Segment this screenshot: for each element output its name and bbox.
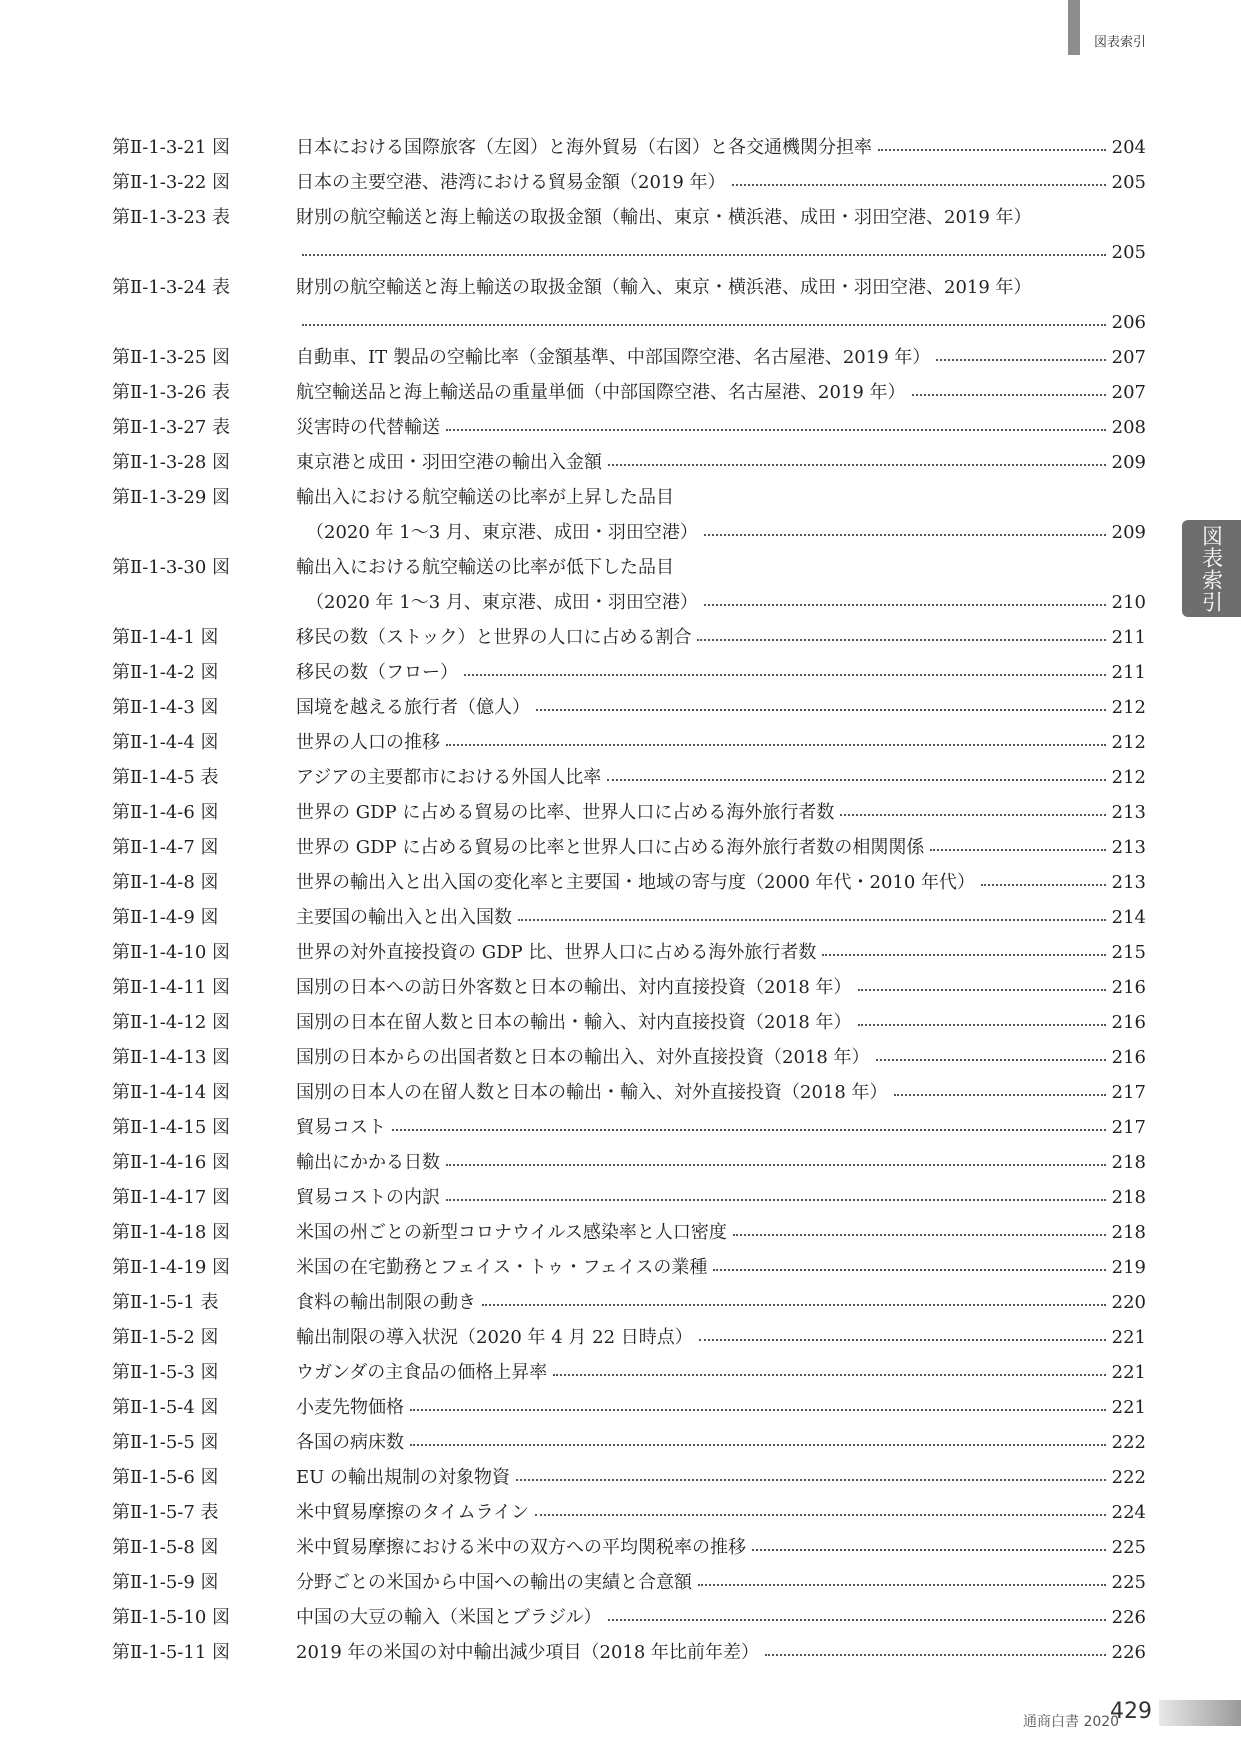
leader-dots (858, 988, 1106, 991)
index-entry[interactable] (112, 1495, 1146, 1530)
index-entry[interactable] (112, 1145, 1146, 1180)
leader-dots (840, 813, 1105, 816)
entry-number: 第Ⅱ-1-4-4 図 (112, 732, 219, 753)
leader-dots (607, 778, 1105, 781)
entry-page: 221 (1111, 1327, 1146, 1348)
entry-title: 日本の主要空港、港湾における貿易金額（2019 年） (296, 172, 726, 193)
entry-page: 216 (1111, 1047, 1146, 1068)
leader-dots (482, 1303, 1106, 1306)
entry-number: 第Ⅱ-1-4-9 図 (112, 907, 219, 928)
entry-number: 第Ⅱ-1-4-8 図 (112, 872, 219, 893)
entry-page: 207 (1111, 382, 1146, 403)
index-entry[interactable] (112, 340, 1146, 375)
leader-dots (894, 1093, 1106, 1096)
side-index-tab-label: 図表索引 (1199, 524, 1224, 613)
entry-number: 第Ⅱ-1-3-26 表 (112, 382, 231, 403)
entry-page: 218 (1111, 1222, 1146, 1243)
entry-number: 第Ⅱ-1-4-3 図 (112, 697, 219, 718)
entry-title: 国別の日本への訪日外客数と日本の輸出、対内直接投資（2018 年） (296, 977, 852, 998)
entry-number: 第Ⅱ-1-5-1 表 (112, 1292, 219, 1313)
entry-number: 第Ⅱ-1-4-11 図 (112, 977, 231, 998)
entry-title: 輸出入における航空輸送の比率が低下した品目 (296, 557, 674, 578)
index-entry[interactable] (112, 1565, 1146, 1600)
index-entry[interactable] (112, 830, 1146, 865)
index-entry[interactable] (112, 970, 1146, 1005)
leader-dots (822, 953, 1105, 956)
entry-page: 205 (1111, 172, 1146, 193)
entry-title: 世界の輸出入と出入国の変化率と主要国・地域の寄与度（2000 年代・2010 年代） (296, 872, 976, 893)
index-entry[interactable] (112, 690, 1146, 725)
entry-title: 小麦先物価格 (296, 1397, 404, 1418)
entry-page: 218 (1111, 1187, 1146, 1208)
entry-page: 212 (1111, 767, 1146, 788)
entry-title: EU の輸出規制の対象物資 (296, 1467, 511, 1488)
leader-dots (410, 1408, 1106, 1411)
index-entry[interactable] (112, 655, 1146, 690)
entry-page: 216 (1111, 1012, 1146, 1033)
leader-dots (936, 358, 1105, 361)
entry-page: 215 (1111, 942, 1146, 963)
entry-number: 第Ⅱ-1-4-17 図 (112, 1187, 231, 1208)
leader-dots (302, 323, 1106, 326)
entry-number: 第Ⅱ-1-3-30 図 (112, 557, 231, 578)
entry-number: 第Ⅱ-1-4-13 図 (112, 1047, 231, 1068)
entry-title: ウガンダの主食品の価格上昇率 (296, 1362, 548, 1383)
entry-number: 第Ⅱ-1-4-5 表 (112, 767, 219, 788)
entry-page: 213 (1111, 837, 1146, 858)
leader-dots (608, 463, 1106, 466)
entry-page: 226 (1111, 1642, 1146, 1663)
leader-dots (553, 1373, 1105, 1376)
entry-title: 輸出制限の導入状況（2020 年 4 月 22 日時点） (296, 1327, 693, 1348)
index-entry[interactable] (112, 1075, 1146, 1110)
entry-title: 国境を越える旅行者（億人） (296, 697, 530, 718)
entry-page: 211 (1111, 627, 1146, 648)
entry-page: 212 (1111, 697, 1146, 718)
entry-page: 221 (1111, 1397, 1146, 1418)
index-entry[interactable] (112, 725, 1146, 760)
entry-number: 第Ⅱ-1-4-6 図 (112, 802, 219, 823)
figure-index-list (112, 130, 1146, 1670)
entry-title: 財別の航空輸送と海上輸送の取扱金額（輸入、東京・横浜港、成田・羽田空港、2019 年） (296, 277, 1032, 298)
entry-page: 217 (1111, 1117, 1146, 1138)
index-entry[interactable] (112, 1180, 1146, 1215)
leader-dots (858, 1023, 1106, 1026)
index-entry[interactable] (112, 270, 1146, 340)
leader-dots (704, 603, 1106, 606)
entry-number: 第Ⅱ-1-4-12 図 (112, 1012, 231, 1033)
entry-number: 第Ⅱ-1-5-6 図 (112, 1467, 219, 1488)
entry-title: 自動車、IT 製品の空輸比率（金額基準、中部国際空港、名古屋港、2019 年） (296, 347, 931, 368)
entry-number: 第Ⅱ-1-4-10 図 (112, 942, 231, 963)
index-entry[interactable] (112, 375, 1146, 410)
entry-page: 214 (1111, 907, 1146, 928)
index-entry[interactable] (112, 1460, 1146, 1495)
entry-number: 第Ⅱ-1-5-5 図 (112, 1432, 219, 1453)
leader-dots (752, 1548, 1106, 1551)
entry-page: 219 (1111, 1257, 1146, 1278)
index-entry[interactable] (112, 795, 1146, 830)
entry-page: 210 (1111, 592, 1146, 613)
entry-page: 208 (1111, 417, 1146, 438)
entry-page: 209 (1111, 522, 1146, 543)
leader-dots (878, 148, 1106, 151)
entry-title: 世界の人口の推移 (296, 732, 440, 753)
entry-number: 第Ⅱ-1-5-10 図 (112, 1607, 231, 1628)
index-entry[interactable] (112, 1040, 1146, 1075)
entry-number: 第Ⅱ-1-5-8 図 (112, 1537, 219, 1558)
entry-page: 213 (1111, 872, 1146, 893)
entry-page: 207 (1111, 347, 1146, 368)
index-entry[interactable] (112, 1285, 1146, 1320)
entry-title: 移民の数（ストック）と世界の人口に占める割合 (296, 627, 692, 648)
entry-number: 第Ⅱ-1-4-1 図 (112, 627, 219, 648)
index-entry[interactable] (112, 1390, 1146, 1425)
entry-title: 主要国の輸出入と出入国数 (296, 907, 512, 928)
entry-page: 204 (1111, 137, 1146, 158)
entry-title-continued: （2020 年 1～3 月、東京港、成田・羽田空港） (306, 592, 698, 613)
index-entry[interactable] (112, 865, 1146, 900)
entry-title: 分野ごとの米国から中国への輸出の実績と合意額 (296, 1572, 692, 1593)
entry-page: 206 (1111, 312, 1146, 333)
leader-dots (518, 918, 1106, 921)
entry-page: 218 (1111, 1152, 1146, 1173)
entry-page: 225 (1111, 1572, 1146, 1593)
footer-page-number: 429 (1110, 1699, 1152, 1724)
leader-dots (698, 1583, 1106, 1586)
entry-number: 第Ⅱ-1-5-9 図 (112, 1572, 219, 1593)
entry-title: 貿易コストの内訳 (296, 1187, 440, 1208)
index-entry[interactable] (112, 1215, 1146, 1250)
entry-title: 国別の日本人の在留人数と日本の輸出・輸入、対外直接投資（2018 年） (296, 1082, 888, 1103)
entry-title: 移民の数（フロー） (296, 662, 458, 683)
index-entry[interactable] (112, 1355, 1146, 1390)
leader-dots (392, 1128, 1106, 1131)
entry-title: 航空輸送品と海上輸送品の重量単価（中部国際空港、名古屋港、2019 年） (296, 382, 906, 403)
entry-number: 第Ⅱ-1-3-28 図 (112, 452, 231, 473)
index-entry[interactable] (112, 200, 1146, 270)
entry-page: 222 (1111, 1467, 1146, 1488)
entry-page: 222 (1111, 1432, 1146, 1453)
entry-page: 211 (1111, 662, 1146, 683)
index-entry[interactable] (112, 165, 1146, 200)
entry-title: アジアの主要都市における外国人比率 (296, 767, 602, 788)
entry-number: 第Ⅱ-1-3-21 図 (112, 137, 231, 158)
index-entry[interactable] (112, 760, 1146, 795)
entry-number: 第Ⅱ-1-4-16 図 (112, 1152, 231, 1173)
entry-title: 世界の GDP に占める貿易の比率、世界人口に占める海外旅行者数 (296, 802, 835, 823)
leader-dots (535, 1513, 1106, 1516)
index-entry[interactable] (112, 1250, 1146, 1285)
entry-title: 貿易コスト (296, 1117, 386, 1138)
entry-number: 第Ⅱ-1-3-25 図 (112, 347, 231, 368)
entry-page: 205 (1111, 242, 1146, 263)
entry-page: 216 (1111, 977, 1146, 998)
leader-dots (732, 183, 1106, 186)
index-entry[interactable] (112, 480, 1146, 550)
index-entry[interactable] (112, 130, 1146, 165)
entry-page: 217 (1111, 1082, 1146, 1103)
index-entry[interactable] (112, 620, 1146, 655)
header-section-label: 図表索引 (1094, 35, 1147, 50)
leader-dots (733, 1233, 1106, 1236)
index-entry[interactable] (112, 900, 1146, 935)
entry-number: 第Ⅱ-1-5-4 図 (112, 1397, 219, 1418)
entry-number: 第Ⅱ-1-3-24 表 (112, 277, 231, 298)
index-entry[interactable] (112, 1110, 1146, 1145)
leader-dots (446, 1163, 1106, 1166)
entry-number: 第Ⅱ-1-5-7 表 (112, 1502, 219, 1523)
leader-dots (699, 1338, 1106, 1341)
leader-dots (446, 743, 1106, 746)
index-entry[interactable] (112, 935, 1146, 970)
entry-title: 輸出にかかる日数 (296, 1152, 440, 1173)
header-accent-bar (1068, 0, 1080, 55)
entry-number: 第Ⅱ-1-5-11 図 (112, 1642, 231, 1663)
entry-number: 第Ⅱ-1-3-23 表 (112, 207, 231, 228)
leader-dots (516, 1478, 1106, 1481)
leader-dots (464, 673, 1106, 676)
entry-title: 東京港と成田・羽田空港の輸出入金額 (296, 452, 602, 473)
index-entry[interactable] (112, 445, 1146, 480)
entry-title: 災害時の代替輸送 (296, 417, 440, 438)
index-entry[interactable] (112, 1530, 1146, 1565)
entry-number: 第Ⅱ-1-3-22 図 (112, 172, 231, 193)
entry-title: 国別の日本からの出国者数と日本の輸出入、対外直接投資（2018 年） (296, 1047, 870, 1068)
entry-page: 226 (1111, 1607, 1146, 1628)
leader-dots (704, 533, 1106, 536)
entry-page: 213 (1111, 802, 1146, 823)
index-entry[interactable] (112, 1635, 1146, 1670)
leader-dots (446, 1198, 1106, 1201)
index-entry[interactable] (112, 1320, 1146, 1355)
leader-dots (930, 848, 1105, 851)
side-index-tab[interactable] (1182, 520, 1241, 617)
entry-page: 221 (1111, 1362, 1146, 1383)
leader-dots (765, 1653, 1106, 1656)
leader-dots (876, 1058, 1106, 1061)
entry-number: 第Ⅱ-1-3-27 表 (112, 417, 231, 438)
entry-number: 第Ⅱ-1-5-3 図 (112, 1362, 219, 1383)
entry-title: 食料の輸出制限の動き (296, 1292, 476, 1313)
entry-page: 224 (1111, 1502, 1146, 1523)
entry-number: 第Ⅱ-1-3-29 図 (112, 487, 231, 508)
entry-title: 各国の病床数 (296, 1432, 404, 1453)
entry-title-continued: （2020 年 1～3 月、東京港、成田・羽田空港） (306, 522, 698, 543)
entry-title: 米国の在宅勤務とフェイス・トゥ・フェイスの業種 (296, 1257, 708, 1278)
footer-accent-bar (1159, 1700, 1241, 1726)
index-entry[interactable] (112, 1005, 1146, 1040)
entry-page: 220 (1111, 1292, 1146, 1313)
entry-title: 世界の対外直接投資の GDP 比、世界人口に占める海外旅行者数 (296, 942, 817, 963)
index-entry[interactable] (112, 1600, 1146, 1635)
entry-title: 米中貿易摩擦のタイムライン (296, 1502, 530, 1523)
leader-dots (981, 883, 1106, 886)
entry-number: 第Ⅱ-1-4-7 図 (112, 837, 219, 858)
entry-number: 第Ⅱ-1-4-19 図 (112, 1257, 231, 1278)
entry-number: 第Ⅱ-1-4-2 図 (112, 662, 219, 683)
entry-page: 212 (1111, 732, 1146, 753)
entry-title: 米国の州ごとの新型コロナウイルス感染率と人口密度 (296, 1222, 727, 1243)
entry-title: 米中貿易摩擦における米中の双方への平均関税率の推移 (296, 1537, 746, 1558)
entry-number: 第Ⅱ-1-5-2 図 (112, 1327, 219, 1348)
entry-page: 225 (1111, 1537, 1146, 1558)
footer-publication: 通商白書 2020 (1023, 1714, 1120, 1730)
index-entry[interactable] (112, 1425, 1146, 1460)
entry-title: 世界の GDP に占める貿易の比率と世界人口に占める海外旅行者数の相関関係 (296, 837, 925, 858)
index-entry[interactable] (112, 550, 1146, 620)
leader-dots (536, 708, 1106, 711)
leader-dots (410, 1443, 1106, 1446)
entry-number: 第Ⅱ-1-4-15 図 (112, 1117, 231, 1138)
leader-dots (912, 393, 1106, 396)
entry-page: 209 (1111, 452, 1146, 473)
entry-title: 2019 年の米国の対中輸出減少項目（2018 年比前年差） (296, 1642, 760, 1663)
entry-title: 日本における国際旅客（左図）と海外貿易（右図）と各交通機関分担率 (296, 137, 872, 158)
entry-number: 第Ⅱ-1-4-18 図 (112, 1222, 231, 1243)
index-entry[interactable] (112, 410, 1146, 445)
leader-dots (713, 1268, 1105, 1271)
entry-title: 輸出入における航空輸送の比率が上昇した品目 (296, 487, 674, 508)
leader-dots (608, 1618, 1106, 1621)
leader-dots (697, 638, 1105, 641)
entry-title: 財別の航空輸送と海上輸送の取扱金額（輸出、東京・横浜港、成田・羽田空港、2019 年） (296, 207, 1032, 228)
entry-title: 中国の大豆の輸入（米国とブラジル） (296, 1607, 602, 1628)
entry-number: 第Ⅱ-1-4-14 図 (112, 1082, 231, 1103)
entry-title: 国別の日本在留人数と日本の輸出・輸入、対内直接投資（2018 年） (296, 1012, 852, 1033)
leader-dots (302, 253, 1106, 256)
leader-dots (446, 428, 1106, 431)
